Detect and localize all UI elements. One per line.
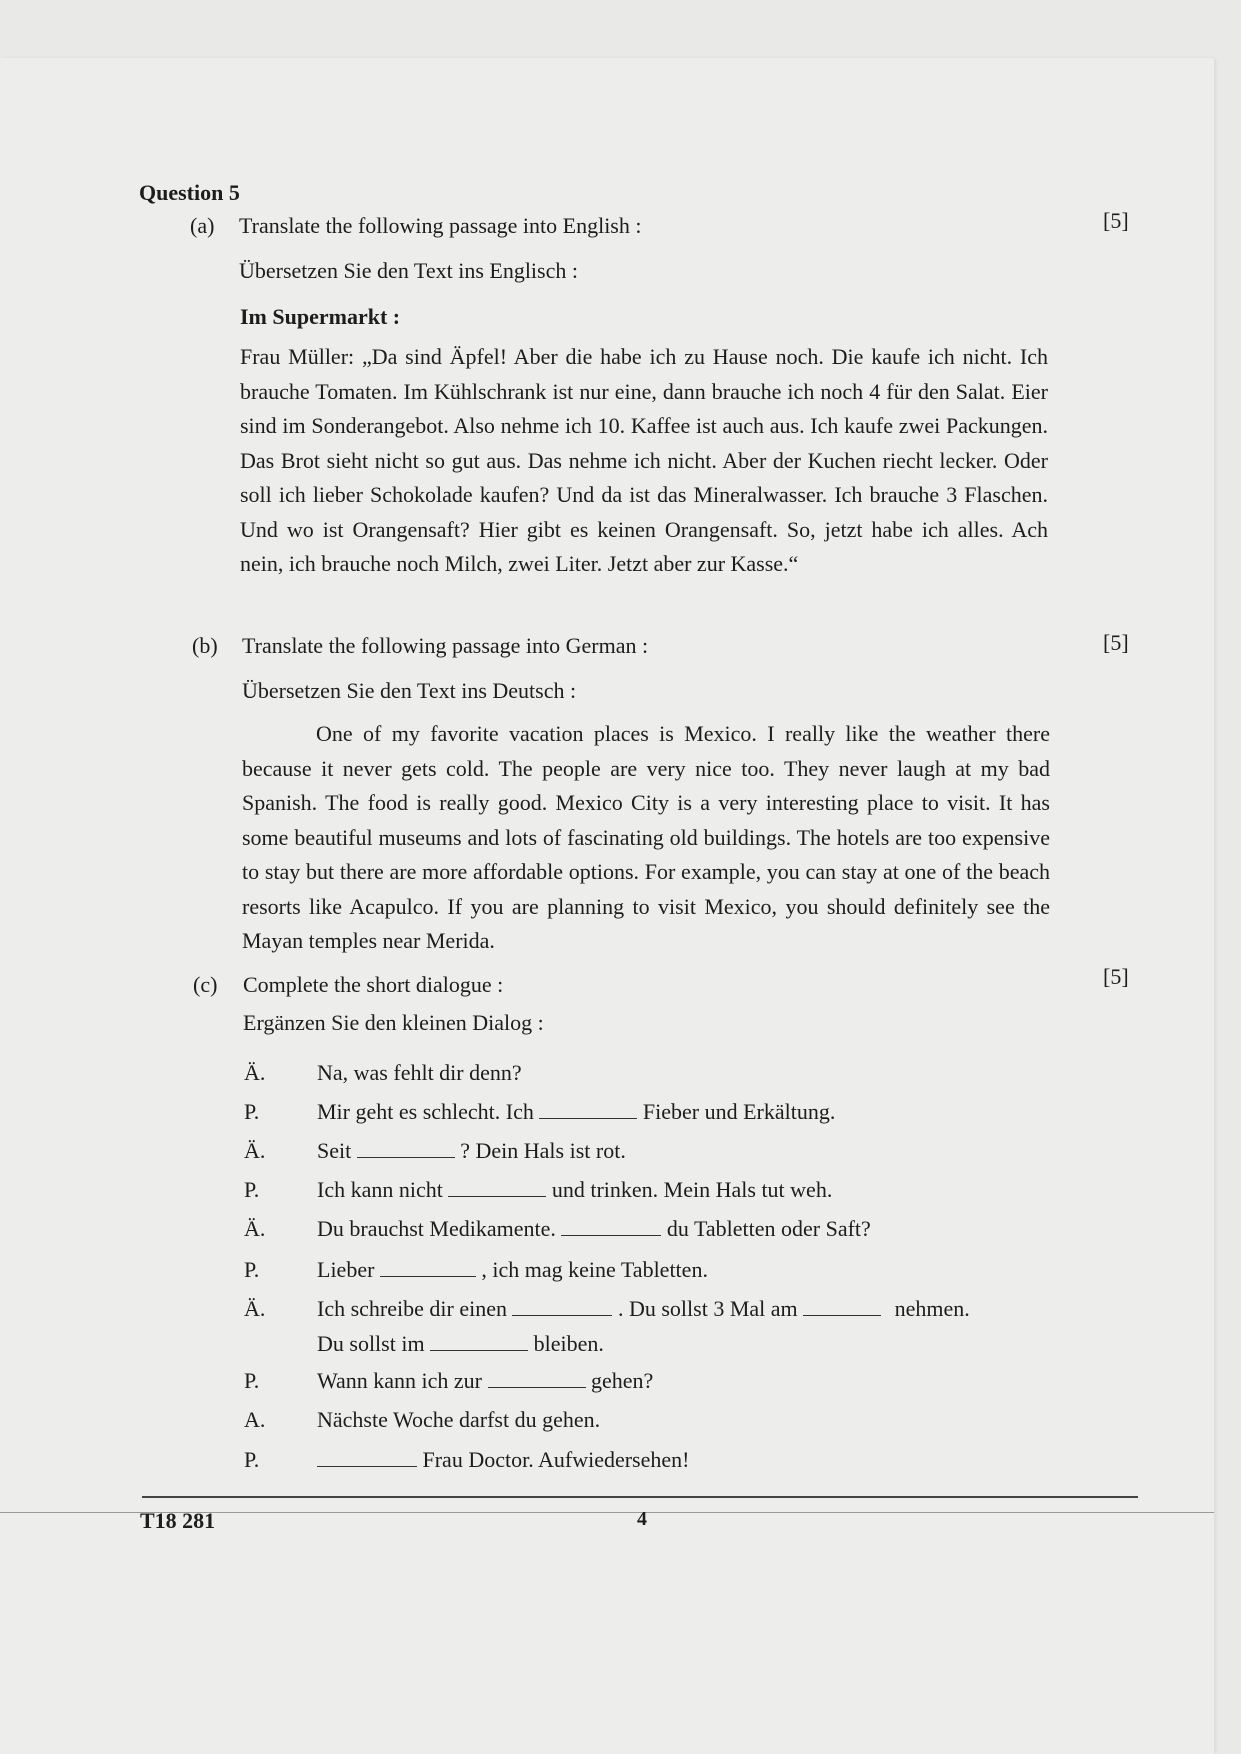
part-a-instruction-de: Übersetzen Sie den Text ins Englisch :	[239, 258, 578, 283]
question-title: Question 5	[139, 180, 240, 205]
dialogue-line: Wann kann ich zur gehen?	[317, 1368, 654, 1393]
dialogue-line: Ich schreibe dir einen . Du sollst 3 Mal am nehmen.	[317, 1296, 970, 1321]
part-b-passage: One of my favorite vacation places is Mexico. I really like the weather there because it never gets cold. The people are very nice too. They never laugh at my bad Spanish. The food is really good. Mexico City is a very interesting place to visit. It has some beautiful museums and lots of fascinating old buildings. The hotels are too expensive to stay but there are more affordable options. For example, you can stay at one of the beach resorts like Acapulco. If you are planning to visit Mexico, you should definitely see the Mayan temples near Merida.	[242, 721, 1050, 953]
part-c-instruction-de: Ergänzen Sie den kleinen Dialog :	[243, 1010, 544, 1035]
dialogue-speaker: Ä.	[244, 1296, 266, 1321]
dialogue-speaker: P.	[244, 1177, 260, 1202]
part-b-marks: [5]	[1103, 630, 1129, 655]
blank-field[interactable]	[539, 1100, 637, 1119]
dialogue-speaker: P.	[244, 1099, 260, 1124]
part-c-marks: [5]	[1103, 964, 1129, 989]
dialogue-line: Ich kann nicht und trinken. Mein Hals tut weh.	[317, 1177, 833, 1202]
blank-field[interactable]	[317, 1448, 417, 1467]
blank-field[interactable]	[488, 1369, 586, 1388]
blank-field[interactable]	[512, 1297, 612, 1316]
part-a-heading: Im Supermarkt :	[240, 304, 401, 329]
part-a-label: (a)	[190, 213, 215, 238]
paper-code: T18 281	[140, 1508, 216, 1533]
blank-field[interactable]	[448, 1178, 546, 1197]
dialogue-speaker: P.	[244, 1368, 260, 1393]
part-b-instruction-de: Übersetzen Sie den Text ins Deutsch :	[242, 678, 577, 703]
part-b-instruction-en: Translate the following passage into German :	[242, 633, 649, 658]
dialogue-speaker: P.	[244, 1447, 260, 1472]
blank-field[interactable]	[561, 1217, 661, 1236]
part-a-instruction-en: Translate the following passage into English :	[239, 213, 642, 238]
footer-rule	[142, 1496, 1138, 1498]
dialogue-line: Mir geht es schlecht. Ich Fieber und Erkältung.	[317, 1099, 836, 1124]
part-a-marks: [5]	[1103, 208, 1129, 233]
dialogue-line-continuation: Du sollst im bleiben.	[317, 1331, 604, 1356]
dialogue-speaker: Ä.	[244, 1216, 266, 1241]
blank-field[interactable]	[803, 1297, 881, 1316]
dialogue-line: Nächste Woche darfst du gehen.	[317, 1407, 601, 1432]
dialogue-line: Seit ? Dein Hals ist rot.	[317, 1138, 626, 1163]
dialogue-line: Lieber , ich mag keine Tabletten.	[317, 1257, 708, 1282]
page-number: 4	[637, 1508, 647, 1530]
dialogue-line: Frau Doctor. Aufwiedersehen!	[317, 1447, 689, 1473]
dialogue-speaker: Ä.	[244, 1060, 266, 1085]
part-a-passage: Frau Müller: „Da sind Äpfel! Aber die habe ich zu Hause noch. Die kaufe ich nicht. Ich brauche Tomaten. Im Kühlschrank ist nur eine, dann brauche ich noch 4 für den Salat. Eier sind im Sonderangebot. Also nehme ich 10. Kaffee ist auch aus. Ich kaufe zwei Packungen. Das Brot sieht nicht so gut aus. Das nehme ich nicht. Aber der Kuchen riecht lecker. Oder soll ich lieber Schokolade kaufen? Und da ist das Mineralwasser. Ich brauche 3 Flaschen. Und wo ist Orangensaft? Hier gibt es keinen Orangensaft. So, jetzt habe ich alles. Ach nein, ich brauche noch Milch, zwei Liter. Jetzt aber zur Kasse.“	[240, 344, 1048, 576]
blank-field[interactable]	[357, 1139, 455, 1158]
blank-field[interactable]	[430, 1332, 528, 1351]
dialogue-speaker: P.	[244, 1257, 260, 1282]
dialogue-speaker: Ä.	[244, 1138, 266, 1163]
part-b-label: (b)	[192, 633, 218, 658]
blank-field[interactable]	[380, 1258, 476, 1277]
dialogue-line: Na, was fehlt dir denn?	[317, 1060, 522, 1085]
part-c-instruction-en: Complete the short dialogue :	[243, 972, 504, 997]
dialogue-speaker: A.	[244, 1407, 266, 1432]
dialogue-line: Du brauchst Medikamente. du Tabletten oder Saft?	[317, 1216, 871, 1241]
part-c-label: (c)	[193, 972, 218, 997]
